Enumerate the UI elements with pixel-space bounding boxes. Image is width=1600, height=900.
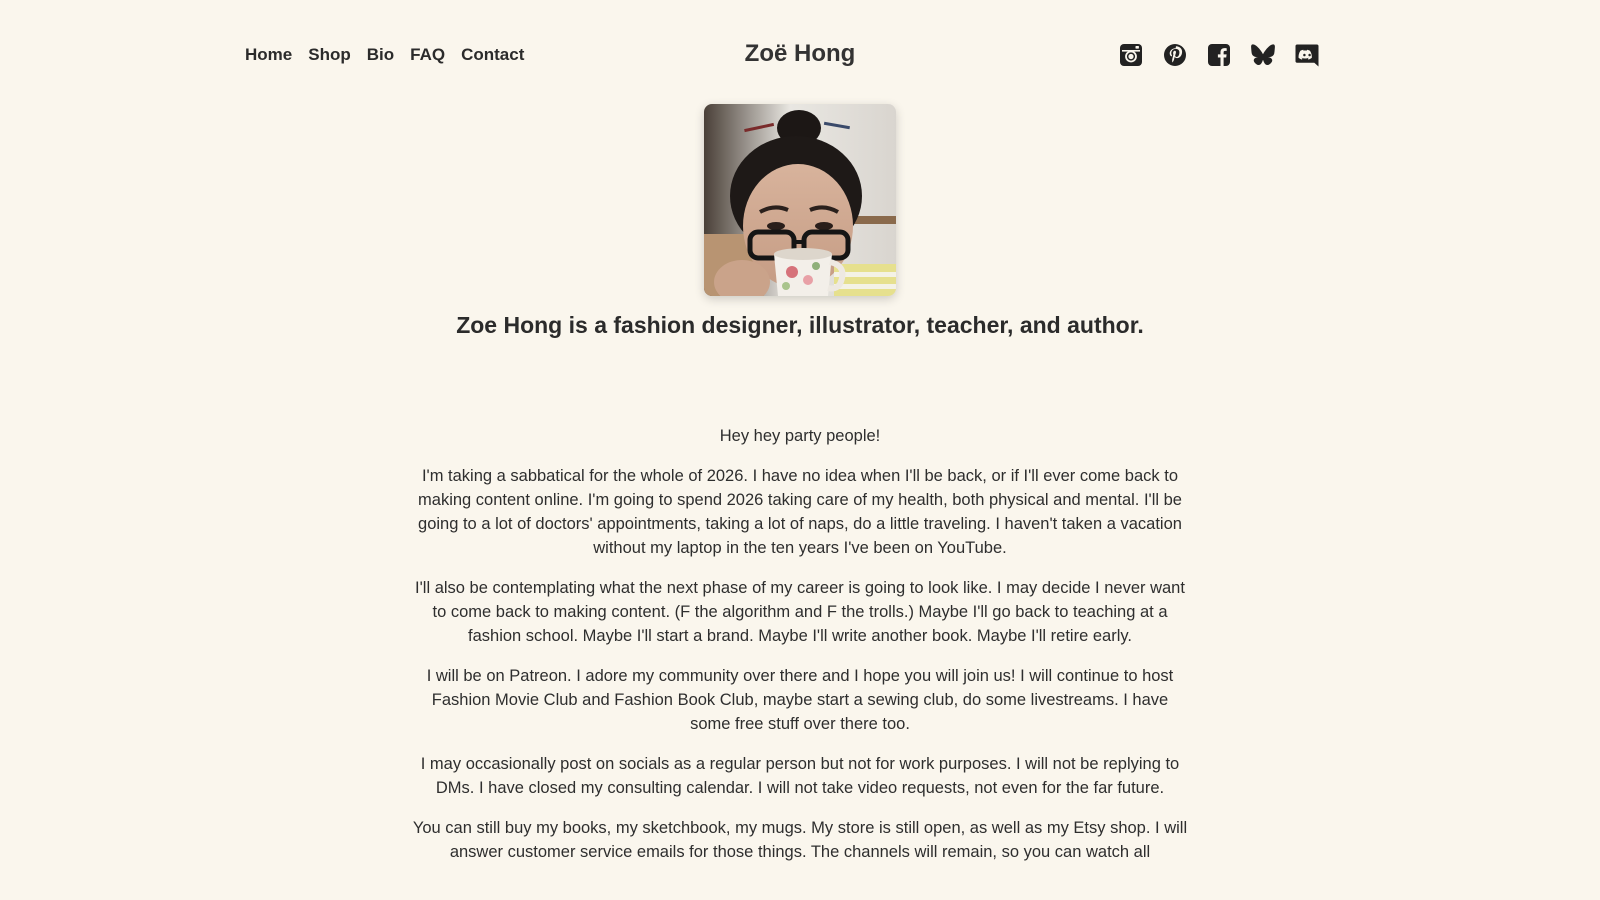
facebook-icon[interactable] — [1207, 42, 1231, 68]
nav-bio[interactable]: Bio — [366, 45, 395, 64]
site-title: Zoë Hong — [744, 40, 856, 67]
main-nav — [245, 45, 524, 65]
bluesky-icon[interactable] — [1251, 42, 1275, 68]
nav-faq[interactable]: FAQ — [410, 45, 446, 64]
tagline: Zoe Hong is a fashion designer, illustrator, teacher, and author. — [456, 312, 1144, 338]
main-content — [410, 424, 1190, 880]
paragraph-sabbatical: I'm taking a sabbatical for the whole of 2026. I have no idea when I'll be back, or if I'll ever come back to making content online. I'm going to spend 2026 taking care of my health, both physical and mental. I'll be going to a lot of doctors' appointments, taking a lot of naps, do a little traveling. I haven't taken a vacation without my laptop in the ten years I've been on YouTube. — [418, 467, 1182, 557]
paragraph-shop: You can still buy my books, my sketchbook, my mugs. My store is still open, as well as my Etsy shop. I will answer customer service emails for those things. The channels will remain, so you can watch all — [412, 819, 1188, 861]
profile-photo — [704, 104, 896, 296]
nav-contact[interactable]: Contact — [461, 45, 525, 64]
paragraph-greeting: Hey hey party people! — [719, 427, 881, 445]
paragraph-career: I'll also be contemplating what the next phase of my career is going to look like. I may decide I never want to come back to making content. (F the algorithm and F the trolls.) Maybe I'll go back to teaching at a fashion school. Maybe I'll start a brand. Maybe I'll write another book. Maybe I'll retire early. — [415, 579, 1185, 645]
paragraph-socials: I may occasionally post on socials as a regular person but not for work purposes. I will not be replying to DMs. I have closed my consulting calendar. I will not take video requests, not even for the far future. — [420, 755, 1180, 797]
pinterest-icon[interactable] — [1163, 42, 1187, 68]
instagram-icon[interactable] — [1119, 42, 1143, 68]
paragraph-patreon: I will be on Patreon. I adore my community over there and I hope you will join us! I will continue to host Fashion Movie Club and Fashion Book Club, maybe start a sewing club, do some livestreams. I have some free stuff over there too. — [426, 667, 1174, 733]
nav-shop[interactable]: Shop — [308, 45, 351, 64]
discord-icon[interactable] — [1295, 42, 1319, 68]
social-links — [1119, 42, 1319, 68]
nav-home[interactable]: Home — [245, 45, 293, 64]
site-header — [0, 0, 1600, 112]
